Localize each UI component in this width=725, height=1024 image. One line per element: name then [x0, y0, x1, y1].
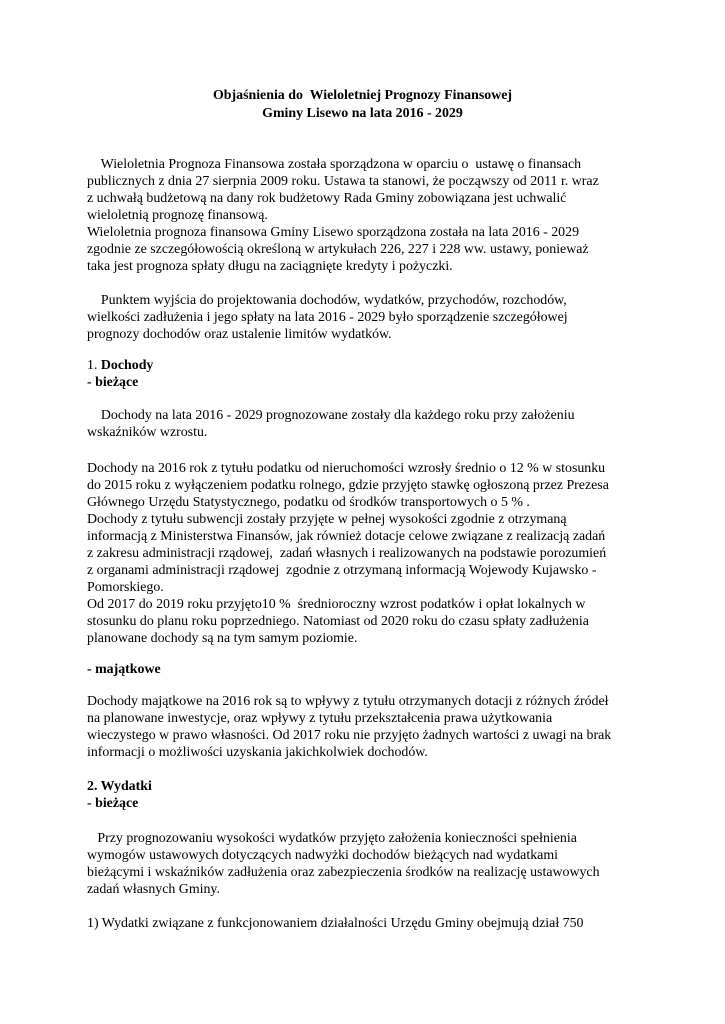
paragraph-line: planowane dochody są na tym samym poziomie. — [87, 631, 358, 646]
paragraph-line: 1) Wydatki związane z funkcjonowaniem działalności Urzędu Gminy obejmują dział 750 — [87, 916, 584, 931]
paragraph-line: na planowane inwestycje, oraz wpływy z tytułu przekształcenia prawa użytkowania — [87, 711, 553, 726]
paragraph-line: stosunku do planu roku poprzedniego. Natomiast od 2020 roku do czasu spłaty zadłużenia — [87, 614, 589, 629]
paragraph-line: taka jest prognoza spłaty długu na zaciągnięte kredyty i pożyczki. — [87, 259, 453, 274]
paragraph-line: Głównego Urzędu Statystycznego, podatku od środków transportowych o 5 % . — [87, 495, 530, 510]
paragraph-line: Przy prognozowaniu wysokości wydatków przyjęto założenia konieczności spełnienia — [87, 831, 577, 846]
paragraph-line: bieżącymi i wskaźników zadłużenia oraz zabezpieczenia środków na realizację ustawowych — [87, 865, 600, 880]
paragraph-line: Dochody z tytułu subwencji zostały przyjęte w pełnej wysokości zgodnie z otrzymaną — [87, 512, 567, 527]
paragraph-line: informacji o możliwości uzyskania jakichkolwiek dochodów. — [87, 745, 428, 760]
document-title-line-2: Gminy Lisewo na lata 2016 - 2029 — [262, 106, 463, 121]
subheading-majatkowe: - majątkowe — [87, 662, 161, 677]
subheading-biezace: - bieżące — [87, 375, 139, 390]
paragraph-line: Punktem wyjścia do projektowania dochodów, wydatków, przychodów, rozchodów, — [87, 293, 567, 308]
paragraph-line: wskaźników wzrostu. — [87, 425, 208, 440]
section-heading-wydatki: 2. Wydatki — [87, 779, 152, 794]
document-title-line-1: Objaśnienia do Wieloletniej Prognozy Finansowej — [212, 88, 513, 103]
paragraph-line: wieloletnią prognozę finansową. — [87, 208, 268, 223]
paragraph-line: wymogów ustawowych dotyczących nadwyżki dochodów bieżących nad wydatkami — [87, 848, 558, 863]
paragraph-line: Dochody na 2016 rok z tytułu podatku od nieruchomości wzrosły średnio o 12 % w stosunku — [87, 461, 606, 476]
section-title: Dochody — [100, 358, 154, 373]
paragraph-line: Pomorskiego. — [87, 580, 164, 595]
paragraph-line: do 2015 roku z wyłączeniem podatku rolnego, gdzie przyjęto stawkę ogłoszoną przez Prezesa — [87, 478, 609, 493]
paragraph-line: Od 2017 do 2019 roku przyjęto10 % średnioroczny wzrost podatków i opłat lokalnych w — [87, 597, 586, 612]
section-number: 1. — [87, 358, 101, 373]
paragraph-line: z uchwałą budżetową na dany rok budżetowy Rada Gminy zobowiązana jest uchwalić — [87, 191, 567, 206]
paragraph-line: publicznych z dnia 27 sierpnia 2009 roku. Ustawa ta stanowi, że począwszy od 2011 r. wraz — [87, 174, 599, 189]
subheading-biezace: - bieżące — [87, 796, 139, 811]
paragraph-line: Wieloletnia Prognoza Finansowa została sporządzona w oparciu o ustawę o finansach — [87, 157, 582, 172]
paragraph-line: Wieloletnia prognoza finansowa Gminy Lisewo sporządzona została na lata 2016 - 2029 — [87, 225, 580, 240]
section-heading-dochody — [87, 357, 153, 374]
paragraph-line: prognozy dochodów oraz ustalenie limitów wydatków. — [87, 327, 392, 342]
paragraph-line: Dochody majątkowe na 2016 rok są to wpływy z tytułu otrzymanych dotacji z różnych źródeł — [87, 694, 609, 709]
paragraph-line: Dochody na lata 2016 - 2029 prognozowane zostały dla każdego roku przy założeniu — [87, 408, 575, 423]
paragraph-line: z organami administracji rządowej zgodnie z otrzymaną informacją Wojewody Kujawsko - — [87, 563, 597, 578]
paragraph-line: zadań własnych Gminy. — [87, 882, 220, 897]
paragraph-line: wieczystego w prawo własności. Od 2017 roku nie przyjęto żadnych wartości z uwagi na brak — [87, 728, 612, 743]
paragraph-line: zgodnie ze szczegółowością określoną w artykułach 226, 227 i 228 ww. ustawy, ponieważ — [87, 242, 589, 257]
paragraph-line: wielkości zadłużenia i jego spłaty na lata 2016 - 2029 było sporządzenie szczegółowej — [87, 310, 568, 325]
paragraph-line: informacją z Ministerstwa Finansów, jak również dotacje celowe związane z realizacją zadań — [87, 529, 606, 544]
paragraph-line: z zakresu administracji rządowej, zadań własnych i realizowanych na podstawie porozumień — [87, 546, 607, 561]
